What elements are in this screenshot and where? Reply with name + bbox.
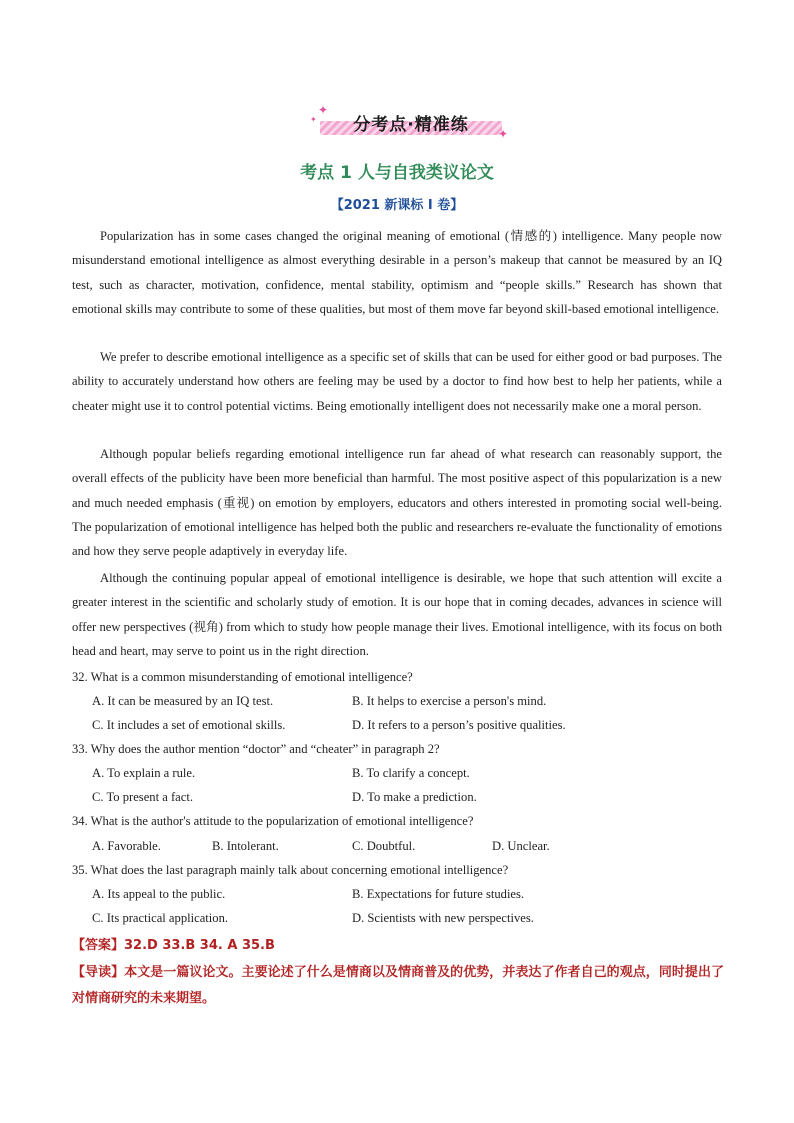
question-32-option-a: A. It can be measured by an IQ test.	[92, 694, 274, 708]
question-35-option-c: C. Its practical application.	[92, 911, 229, 925]
question-34-option-d: D. Unclear.	[492, 839, 550, 853]
sparkle-icon: ✦	[310, 115, 317, 124]
header-banner	[308, 104, 514, 142]
question-34-stem: 34. What is the author's attitude to the popularization of emotional intelligence?	[72, 814, 474, 828]
answer-key: 【答案】32.D 33.B 34. A 35.B	[72, 938, 275, 953]
question-33-option-a: A. To explain a rule.	[92, 766, 196, 780]
section-title: 考点 1 人与自我类议论文	[300, 163, 494, 183]
reading-guide: 【导读】本文是一篇议论文。主要论述了什么是情商以及情商普及的优势，并表达了作者自己的观点，同时提出了对情商研究的未来期望。	[72, 965, 724, 1006]
question-35-option-a: A. Its appeal to the public.	[92, 887, 226, 901]
question-33-option-d: D. To make a prediction.	[352, 790, 477, 804]
question-33-option-c: C. To present a fact.	[92, 790, 194, 804]
sparkle-icon: ✦	[318, 103, 329, 117]
banner-title: 分考点·精准练	[353, 115, 469, 135]
question-35-option-d: D. Scientists with new perspectives.	[352, 911, 534, 925]
source-tag: 【2021 新课标 I 卷】	[330, 198, 464, 213]
question-33-stem: 33. Why does the author mention “doctor” and “cheater” in paragraph 2?	[72, 742, 440, 756]
passage-paragraph-3: Although popular beliefs regarding emotional intelligence run far ahead of what research can reasonably support, the overall effects of the publicity have been more beneficial than harmful. The most positive aspect of this popularization is a new and much needed emphasis (重视) on emotion by employers, educators and others interested in promoting social well-being. The popularization of emotional intelligence has helped both the public and researchers re-evaluate the functionality of emotions and how they serve people adaptively in everyday life.	[72, 447, 722, 559]
question-34-option-c: C. Doubtful.	[352, 839, 416, 853]
question-32-option-b: B. It helps to exercise a person's mind.	[352, 694, 547, 708]
question-32-option-d: D. It refers to a person’s positive qualities.	[352, 718, 566, 732]
sparkle-icon: ✦	[498, 127, 509, 141]
question-33-option-b: B. To clarify a concept.	[352, 766, 470, 780]
question-34-option-a: A. Favorable.	[92, 839, 161, 853]
question-34-option-b: B. Intolerant.	[212, 839, 279, 853]
passage-paragraph-4: Although the continuing popular appeal of emotional intelligence is desirable, we hope that such attention will excite a greater interest in the scientific and scholarly study of emotion. It is our hope that in coming decades, advances in science will offer new perspectives (视角) from which to study how people manage their lives. Emotional intelligence, with its focus on both head and heart, may serve to point us in the right direction.	[72, 571, 722, 658]
question-35-stem: 35. What does the last paragraph mainly talk about concerning emotional intelligence?	[72, 863, 509, 877]
passage-paragraph-1: Popularization has in some cases changed the original meaning of emotional (情感的) intelligence. Many people now misunderstand emotional intelligence as almost everything desirable in a person’s makeup that cannot be measured by an IQ test, such as character, motivation, confidence, mental stability, optimism and “people skills.” Research has shown that emotional skills may contribute to some of these qualities, but most of them move far beyond skill-based emotional intelligence.	[72, 229, 722, 316]
passage-paragraph-2: We prefer to describe emotional intelligence as a specific set of skills that can be used for either good or bad purposes. The ability to accurately understand how others are feeling may be used by a doctor to find how best to help her patients, while a cheater might use it to control potential victims. Being emotionally intelligent does not necessarily make one a moral person.	[72, 350, 722, 413]
question-32-stem: 32. What is a common misunderstanding of emotional intelligence?	[72, 670, 413, 684]
question-32-option-c: C. It includes a set of emotional skills.	[92, 718, 286, 732]
question-35-option-b: B. Expectations for future studies.	[352, 887, 525, 901]
